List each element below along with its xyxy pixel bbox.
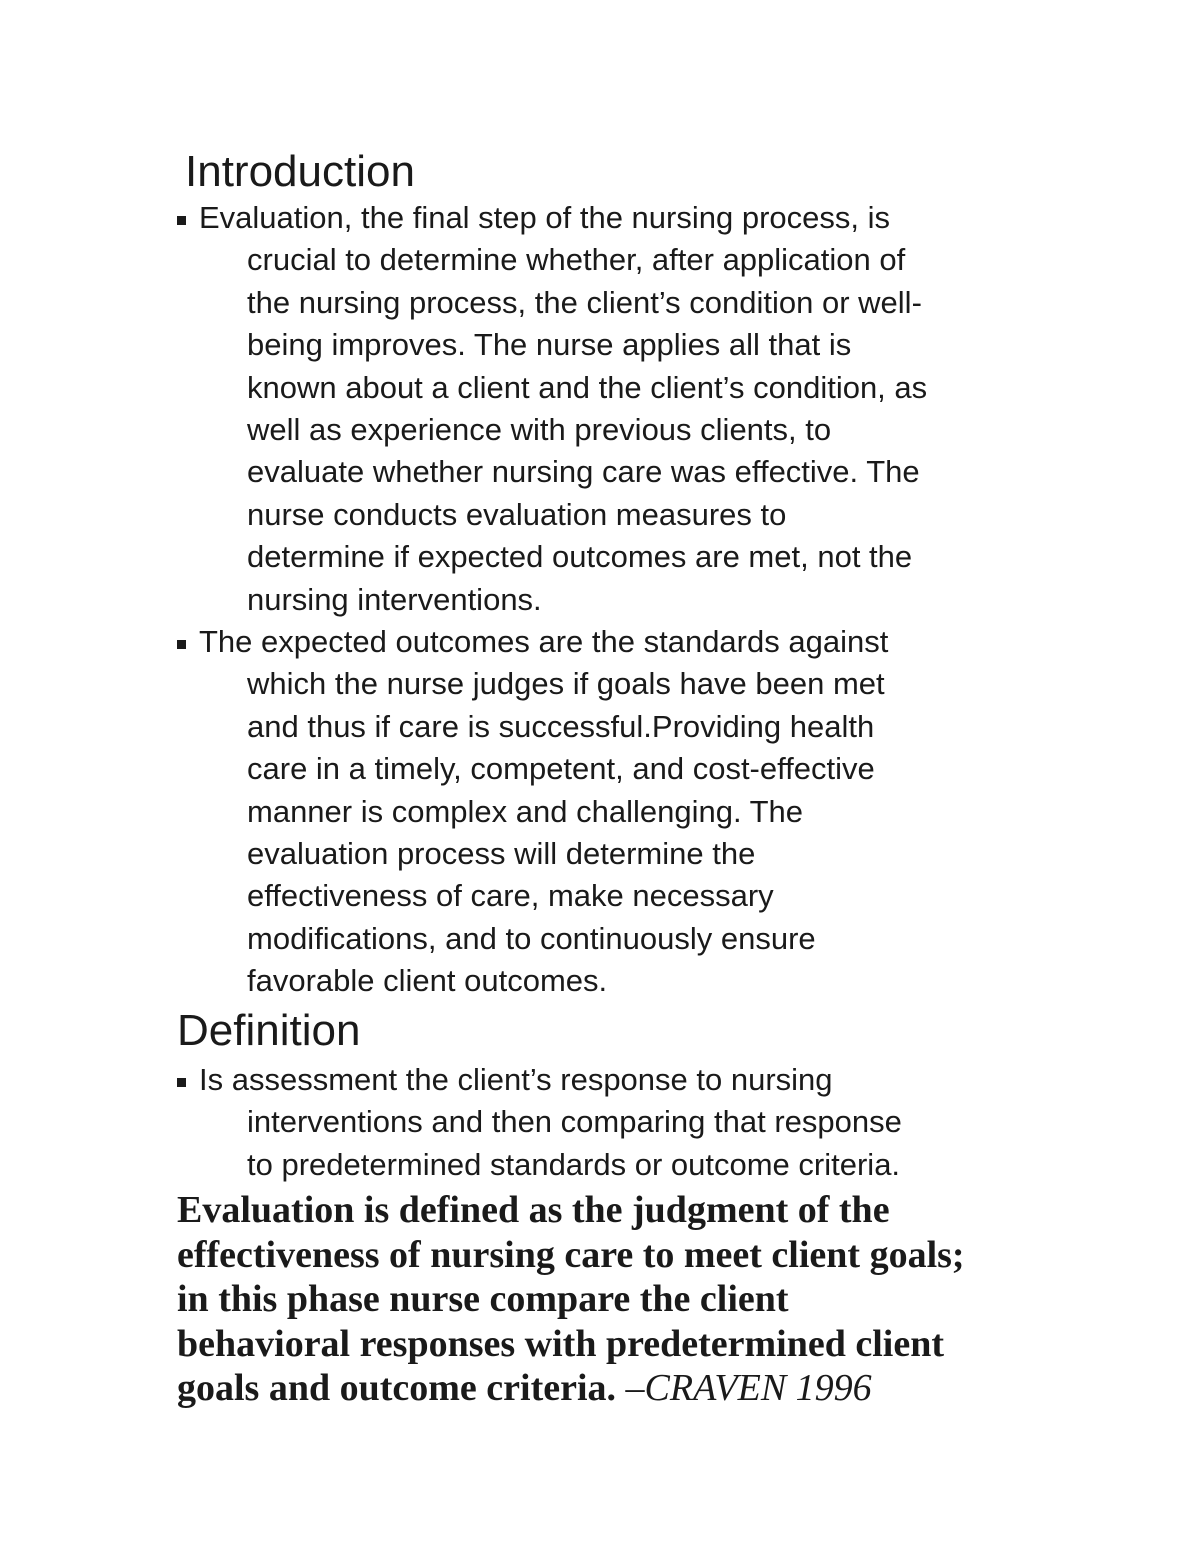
definition-heading: Definition — [177, 1006, 361, 1055]
square-bullet-icon — [177, 1078, 186, 1087]
bullet-line: crucial to determine whether, after application of — [247, 242, 906, 278]
bullet-line: nursing interventions. — [247, 581, 542, 617]
bullet-line: care in a timely, competent, and cost-effective — [247, 751, 875, 787]
bullet-continuation — [247, 239, 927, 621]
quote-line: effectiveness of nursing care to meet client goals; — [177, 1233, 965, 1276]
bullet-line: manner is complex and challenging. The — [247, 793, 804, 829]
bullet-line: which the nurse judges if goals have been met — [247, 666, 885, 702]
bullet-line: the nursing process, the client’s condition or well- — [247, 284, 922, 320]
bullet-line: interventions and then comparing that response — [247, 1104, 902, 1140]
bullet-line: evaluate whether nursing care was effective. The — [247, 454, 920, 490]
square-bullet-icon — [177, 216, 186, 225]
bullet-line: effectiveness of care, make necessary — [247, 878, 774, 914]
bullet-line: evaluation process will determine the — [247, 836, 756, 872]
quote-last-line — [177, 1366, 965, 1411]
introduction-heading: Introduction — [185, 147, 415, 196]
bullet-line: nurse conducts evaluation measures to — [247, 496, 787, 532]
bullet-line: favorable client outcomes. — [247, 963, 608, 999]
quote-citation: –CRAVEN 1996 — [625, 1367, 872, 1409]
bullet-line: well as experience with previous clients, to — [247, 412, 832, 448]
quote-line-text: goals and outcome criteria. — [177, 1367, 626, 1409]
bullet-continuation — [247, 663, 885, 1002]
quote-line: in this phase nurse compare the client — [177, 1278, 789, 1320]
bullet-line: being improves. The nurse applies all that is — [247, 327, 852, 363]
bullet-first-line: The expected outcomes are the standards against — [199, 624, 889, 659]
bullet-first-line: Is assessment the client’s response to nursing — [199, 1062, 833, 1097]
bullet-continuation — [247, 1101, 902, 1186]
bullet-line: modifications, and to continuously ensure — [247, 920, 816, 956]
bullet-line: determine if expected outcomes are met, not the — [247, 539, 913, 575]
bullet-line: and thus if care is successful.Providing health — [247, 708, 875, 744]
square-bullet-icon — [177, 640, 186, 649]
quote-line: behavioral responses with predetermined client — [177, 1322, 944, 1365]
bullet-line: to predetermined standards or outcome criteria. — [247, 1146, 901, 1182]
craven-quote — [177, 1188, 965, 1411]
quote-line: Evaluation is defined as the judgment of the — [177, 1189, 890, 1231]
bullet-first-line: Evaluation, the final step of the nursing process, is — [199, 200, 891, 235]
bullet-line: known about a client and the client’s condition, as — [247, 369, 928, 405]
